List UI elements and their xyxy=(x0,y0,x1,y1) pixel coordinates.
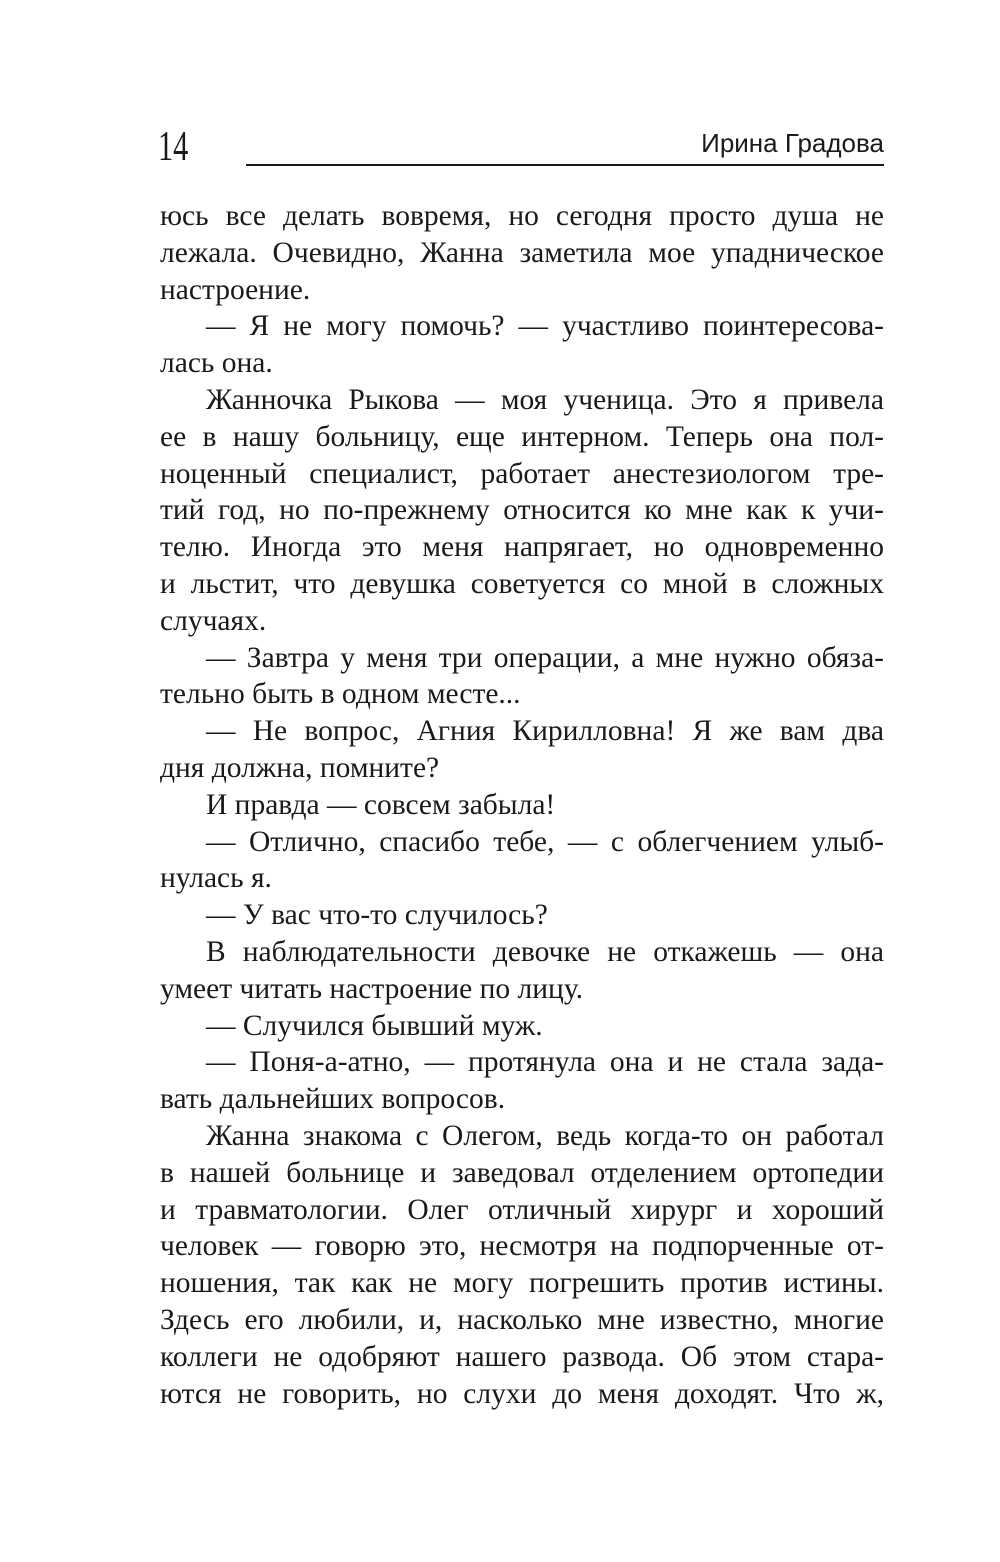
page-number: 14 xyxy=(158,124,189,170)
text-line: в нашей больнице и заведовал отделением ортопедии xyxy=(160,1156,884,1189)
body-text xyxy=(160,198,884,1412)
text-line: человек — говорю это, несмотря на подпорченные от- xyxy=(160,1230,884,1263)
text-line: — Поня-а-атно, — протянула она и не стала зада- xyxy=(206,1046,884,1079)
text-line: тий год, но по-прежнему относится ко мне как к учи- xyxy=(160,494,884,527)
text-line: лась она. xyxy=(160,347,273,380)
text-line: случаях. xyxy=(160,604,267,637)
text-line: ношения, так как не могу погрешить против истины. xyxy=(160,1267,884,1300)
text-line: Жанна знакома с Олегом, ведь когда-то он работал xyxy=(206,1119,884,1152)
text-line: — Отлично, спасибо тебе, — с облегчением улыб- xyxy=(206,825,884,858)
running-head-author: Ирина Градова xyxy=(701,128,884,158)
text-line: умеет читать настроение по лицу. xyxy=(160,972,584,1005)
text-line: — Случился бывший муж. xyxy=(206,1009,543,1042)
text-line: ее в нашу больницу, еще интерном. Теперь она пол- xyxy=(160,420,884,453)
text-line: дня должна, помните? xyxy=(160,751,440,784)
text-line: тельно быть в одном месте... xyxy=(160,678,521,711)
text-line: — Я не могу помочь? — участливо поинтересова- xyxy=(206,310,884,343)
text-line: ноценный специалист, работает анестезиологом тре- xyxy=(160,457,884,490)
text-line: — Не вопрос, Агния Кирилловна! Я же вам два xyxy=(206,715,884,748)
text-line: — У вас что-то случилось? xyxy=(206,899,548,932)
text-line: и льстит, что девушка советуется со мной в сложных xyxy=(160,567,884,600)
text-line: телю. Иногда это меня напрягает, но одновременно xyxy=(160,531,884,564)
text-line: нулась я. xyxy=(160,862,272,895)
text-line: коллеги не одобряют нашего развода. Об этом стара- xyxy=(160,1340,884,1373)
text-line: и травматологии. Олег отличный хирург и хороший xyxy=(160,1193,884,1226)
header-rule xyxy=(246,164,884,166)
text-line: Здесь его любили, и, насколько мне известно, многие xyxy=(160,1303,884,1336)
text-line: ются не говорить, но слухи до меня доходят. Что ж, xyxy=(160,1377,884,1410)
text-line: Жанночка Рыкова — моя ученица. Это я привела xyxy=(206,383,884,416)
text-line: настроение. xyxy=(160,273,311,306)
text-line: лежала. Очевидно, Жанна заметила мое упадническое xyxy=(160,236,884,269)
text-line: юсь все делать вовремя, но сегодня просто душа не xyxy=(160,200,884,232)
text-line: И правда — совсем забыла! xyxy=(206,788,556,821)
text-line: — Завтра у меня три операции, а мне нужно обяза- xyxy=(206,641,884,674)
text-line: вать дальнейших вопросов. xyxy=(160,1083,506,1116)
text-line: В наблюдательности девочке не откажешь — она xyxy=(206,935,884,968)
